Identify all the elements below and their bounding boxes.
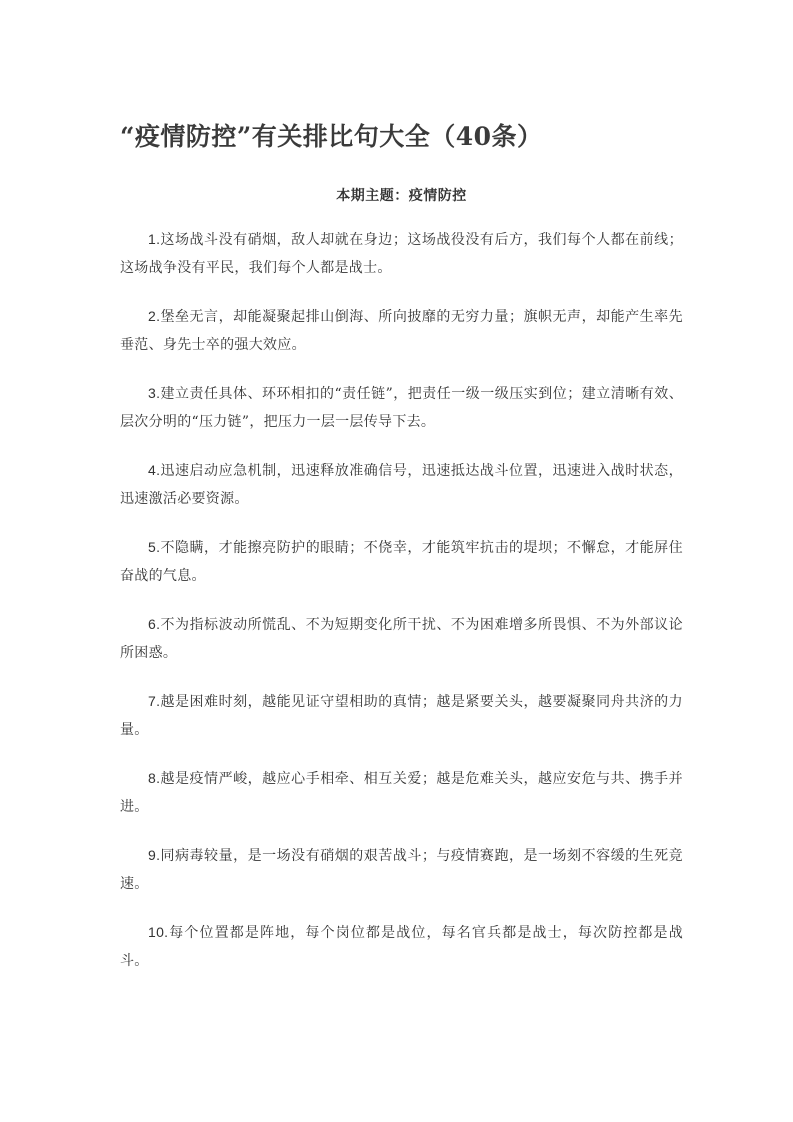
- item-number: 8.: [148, 770, 161, 786]
- document-subtitle: 本期主题：疫情防控: [336, 188, 467, 204]
- document-title: “疫情防控”有关排比句大全（40条）: [120, 122, 543, 151]
- item-text: 不隐瞒，才能擦亮防护的眼睛；不侥幸，才能筑牢抗击的堤坝；不懈怠，才能屏住奋战的气息。: [120, 540, 683, 584]
- item-number: 1.: [148, 231, 161, 247]
- item-text: 迅速启动应急机制，迅速释放准确信号，迅速抵达战斗位置，迅速进入战时状态，迅速激活必要资源。: [120, 463, 683, 507]
- list-item: [120, 533, 683, 590]
- item-text: 越是困难时刻，越能见证守望相助的真情；越是紧要关头，越要凝聚同舟共济的力量。: [120, 694, 683, 738]
- item-text: 这场战斗没有硝烟，敌人却就在身边；这场战役没有后方，我们每个人都在前线；这场战争没有平民，我们每个人都是战士。: [120, 232, 683, 276]
- item-number: 5.: [148, 539, 161, 555]
- list-item: [120, 687, 683, 744]
- item-text: 越是疫情严峻，越应心手相牵、相互关爱；越是危难关头，越应安危与共、携手并进。: [120, 771, 683, 815]
- list-item: [120, 610, 683, 667]
- item-text: 堡垒无言，却能凝聚起排山倒海、所向披靡的无穷力量；旗帜无声，却能产生率先垂范、身先士卒的强大效应。: [120, 309, 683, 353]
- sentence-list: [120, 225, 683, 975]
- item-number: 9.: [148, 847, 161, 863]
- item-number: 3.: [148, 385, 161, 401]
- item-number: 10.: [148, 924, 169, 940]
- list-item: [120, 764, 683, 821]
- list-item: [120, 379, 683, 436]
- list-item: [120, 456, 683, 513]
- item-number: 4.: [148, 462, 161, 478]
- list-item: [120, 302, 683, 359]
- item-text: 不为指标波动所慌乱、不为短期变化所干扰、不为困难增多所畏惧、不为外部议论所困惑。: [120, 617, 683, 661]
- item-text: 同病毒较量，是一场没有硝烟的艰苦战斗；与疫情赛跑，是一场刻不容缓的生死竞速。: [120, 848, 683, 892]
- list-item: [120, 225, 683, 282]
- item-number: 2.: [148, 308, 161, 324]
- item-text: 建立责任具体、环环相扣的“责任链”，把责任一级一级压实到位；建立清晰有效、层次分明的“压力链”，把压力一层一层传导下去。: [120, 386, 683, 430]
- item-number: 7.: [148, 693, 161, 709]
- item-text: 每个位置都是阵地，每个岗位都是战位，每名官兵都是战士，每次防控都是战斗。: [120, 925, 683, 969]
- list-item: [120, 841, 683, 898]
- list-item: [120, 918, 683, 975]
- item-number: 6.: [148, 616, 161, 632]
